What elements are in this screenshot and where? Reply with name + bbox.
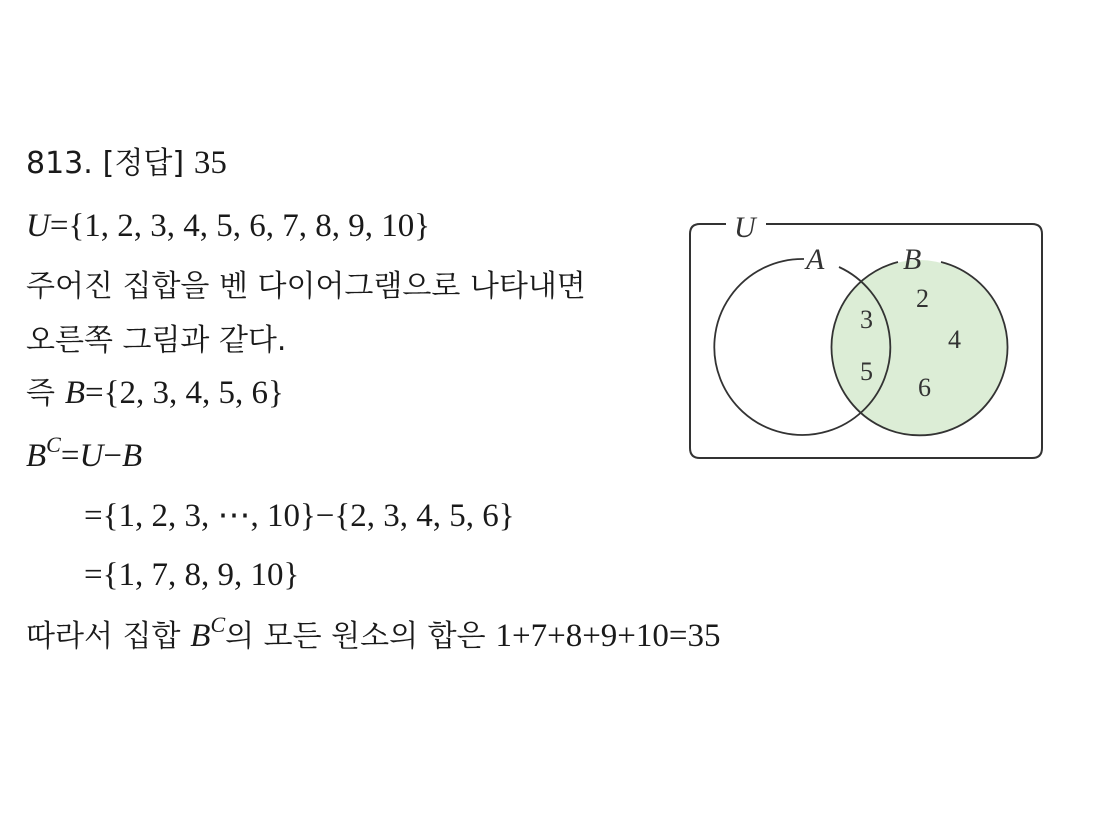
element-6: 6 xyxy=(918,373,931,402)
complement-definition-line: $B^C=U-B$ xyxy=(26,432,143,474)
element-5: 5 xyxy=(860,357,873,386)
set-b-elements: ={2, 3, 4, 5, 6} xyxy=(85,375,284,411)
universal-set-line xyxy=(26,206,430,246)
conclusion-sup: C xyxy=(210,612,226,637)
universal-set-elements: ={1, 2, 3, 4, 5, 6, 7, 8, 9, 10} xyxy=(49,208,431,244)
element-2: 2 xyxy=(916,284,929,313)
conclusion-sum: 1+7+8+9+10=35 xyxy=(495,618,721,654)
set-a-label: A xyxy=(806,243,825,276)
conclusion-base: B xyxy=(190,618,211,654)
answer-tag: [정답] xyxy=(102,146,185,181)
universal-symbol: U xyxy=(26,208,50,244)
set-b-line xyxy=(26,373,284,414)
universal-label: U xyxy=(734,211,756,244)
complement-step-1: ={1, 2, 3, ⋯, 10}−{2, 3, 4, 5, 6} xyxy=(84,498,515,534)
problem-heading xyxy=(26,143,227,184)
conclusion-line xyxy=(26,612,721,659)
complement-sup: C xyxy=(46,432,61,457)
conclusion-middle: 의 모든 원소의 합은 xyxy=(225,619,486,654)
set-b-label: B xyxy=(903,243,922,276)
description-line-1: 주어진 집합을 벤 다이어그램으로 나타내면 xyxy=(26,269,586,304)
complement-step-2: ={1, 7, 8, 9, 10} xyxy=(84,557,300,593)
problem-number: 813. xyxy=(26,146,93,181)
conclusion-prefix: 따라서 집합 xyxy=(26,619,181,654)
description-line-2: 오른쪽 그림과 같다. xyxy=(26,323,287,358)
set-b-prefix: 즉 xyxy=(26,376,55,411)
element-4: 4 xyxy=(948,325,961,354)
set-b-symbol: B xyxy=(64,375,86,411)
answer-value: 35 xyxy=(193,145,227,181)
complement-base: B xyxy=(26,438,47,474)
venn-diagram xyxy=(686,208,1046,464)
element-3: 3 xyxy=(860,305,873,334)
